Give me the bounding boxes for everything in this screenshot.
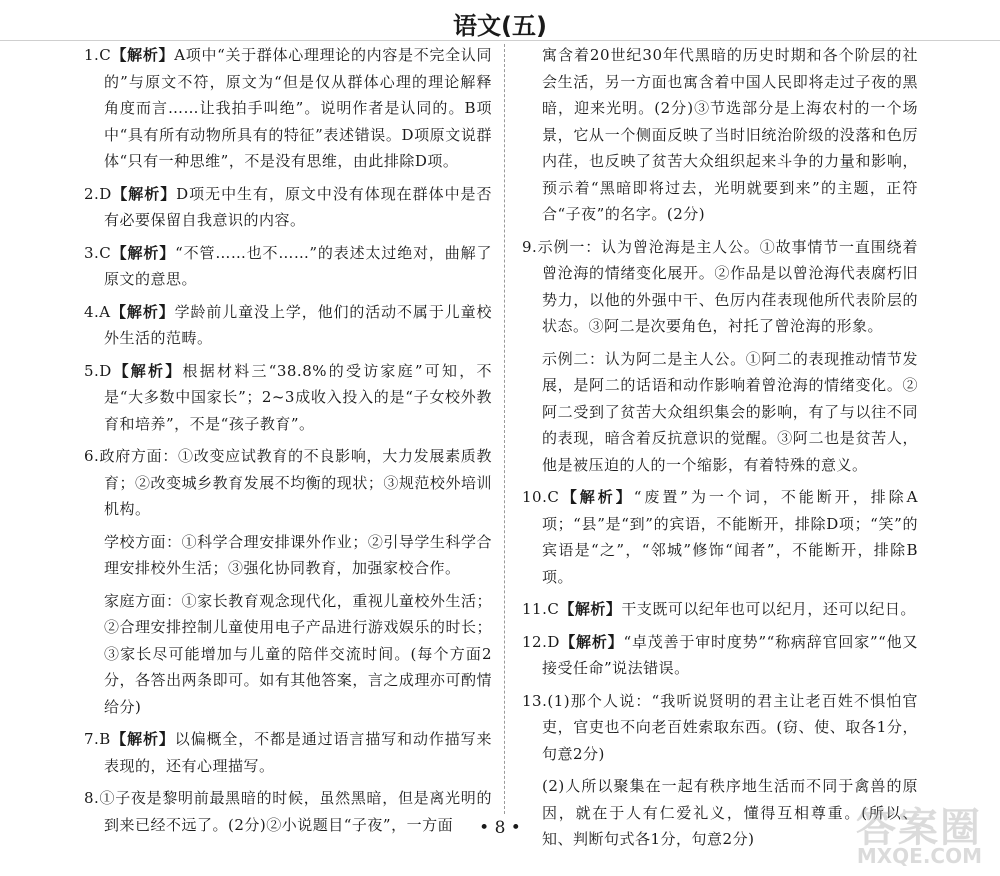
answer-item: 9.示例一：认为曾沧海是主人公。①故事情节一直围绕着曾沧海的情绪变化展开。②作品是以曾沧海代表腐朽旧势力，以他的外强中干、色厉内荏表现他所代表阶层的状态。③阿二是次要角色，衬托了曾沧海的形象。 — [522, 237, 918, 335]
answer-continuation: 寓含着20世纪30年代黑暗的历史时期和各个阶层的社会生活，另一方面也寓含着中国人民即将走过子夜的黑暗，迎来光明。(2分)③节选部分是上海农村的一个场景，它从一个侧面反映了当时旧统治阶级的没落和色厉内荏，也反映了贫苦大众组织起来斗争的力量和影响，预示着“黑暗即将过去，光明就要到来”的主题，正符合“子夜”的名字。(2分) — [542, 46, 918, 223]
left-column — [84, 42, 492, 844]
answer-subsection: (2)人所以聚集在一起有秩序地生活而不同于禽兽的原因，就在于人有仁爱礼义，懂得互相尊重。(所以、知、判断句式各1分，句意2分) — [542, 777, 918, 848]
answer-item: 1.C【解析】A项中“关于群体心理理论的内容是不完全认同的”与原文不符，原文为“但是仅从群体心理的理论解释角度而言……让我拍手叫绝”。说明作者是认同的。B项中“具有所有动物所具有的特征”表述错误。D项原文说群体“只有一种思维”，不是没有思维，由此排除D项。 — [84, 46, 492, 170]
answer-subsection: 家庭方面：①家长教育观念现代化，重视儿童校外生活；②合理安排控制儿童使用电子产品进行游戏娱乐的时长；③家长尽可能增加与儿童的陪伴交流时间。(每个方面2分，各答出两条即可。如有其他答案，言之成理亦可酌情给分) — [104, 591, 492, 716]
watermark-en: MXQE.COM — [856, 844, 982, 868]
page-number: • 8 • — [479, 818, 521, 838]
answer-item: 12.D【解析】“卓茂善于审时度势”“称病辞官回家”“他又接受任命”说法错误。 — [522, 632, 918, 677]
answer-item: 3.C【解析】“不管……也不……”的表述太过绝对，曲解了原文的意思。 — [84, 243, 492, 288]
watermark-logo — [797, 796, 982, 868]
page-title: 语文(五) — [453, 12, 547, 40]
answer-subsection: 示例二：认为阿二是主人公。①阿二的表现推动情节发展，是阿二的话语和动作影响着曾沧海的情绪变化。②阿二受到了贫苦大众组织集会的影响，有了与以往不同的表现，暗含着反抗意识的觉醒。③阿二也是贫苦人，他是被压迫的人的一个缩影，有着特殊的意义。 — [542, 349, 918, 474]
answer-item: 4.A【解析】学龄前儿童没上学，他们的活动不属于儿童校外生活的范畴。 — [84, 302, 492, 347]
answer-subsection: 学校方面：①科学合理安排课外作业；②引导学生科学合理安排校外生活；③强化协同教育，加强家校合作。 — [104, 532, 492, 577]
answer-item: 10.C【解析】“废置”为一个词，不能断开，排除A项；“县”是“到”的宾语，不能断开，排除D项；“笑”的宾语是“之”，“邻城”修饰“闻者”，不能断开，排除B项。 — [522, 488, 918, 586]
watermark-cn: 答案圈 — [856, 805, 982, 851]
answer-item: 2.D【解析】D项无中生有，原文中没有体现在群体中是否有必要保留自我意识的内容。 — [84, 184, 492, 229]
answer-item: 8.①子夜是黎明前最黑暗的时候，虽然黑暗，但是离光明的到来已经不远了。(2分)②小说题目“子夜”，一方面 — [84, 789, 492, 834]
answer-item: 7.B【解析】以偏概全，不都是通过语言描写和动作描写来表现的，还有心理描写。 — [84, 730, 492, 775]
answer-item: 6.政府方面：①改变应试教育的不良影响，大力发展素质教育；②改变城乡教育发展不均衡的现状；③规范校外培训机构。 — [84, 447, 492, 518]
answer-item: 13.(1)那个人说：“我听说贤明的君主让老百姓不惧怕官吏，官吏也不向老百姓索取东西。(窃、使、取各1分，句意2分) — [522, 691, 918, 763]
answer-item: 5.D【解析】根据材料三“38.8%的受访家庭”可知，不是“大多数中国家长”；2~3成收入投入的是“子女校外教育和培养”，不是“孩子教育”。 — [84, 361, 492, 433]
header-divider — [0, 40, 1000, 41]
answer-item: 11.C【解析】干支既可以纪年也可以纪月，还可以纪日。 — [522, 600, 916, 618]
right-column — [522, 42, 918, 859]
column-divider — [504, 44, 505, 814]
